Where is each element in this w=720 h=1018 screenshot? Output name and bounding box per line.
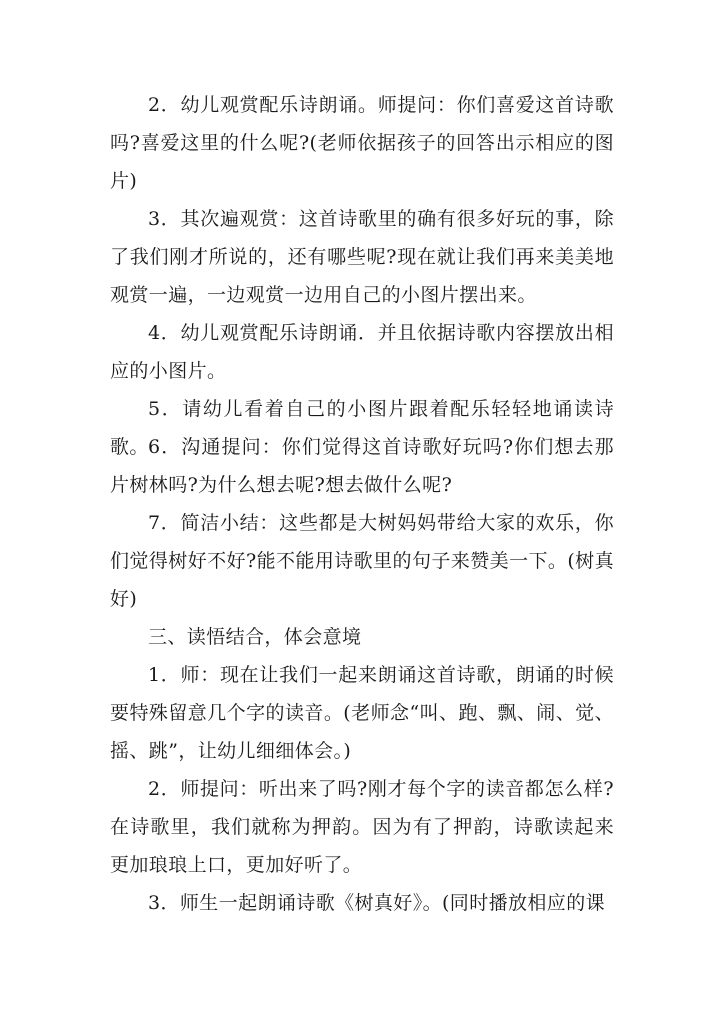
paragraph-section3-step-2: 2．师提问：听出来了吗?刚才每个字的读音都怎么样?在诗歌里，我们就称为押韵。因为有了押韵，诗歌读起来更加琅琅上口，更加好听了。 xyxy=(110,778,614,876)
paragraph-step-7: 7．简洁小结：这些都是大树妈妈带给大家的欢乐，你们觉得树好不好?能不能用诗歌里的句子来赞美一下。(树真好) xyxy=(110,512,614,610)
section-heading-three: 三、读悟结合，体会意境 xyxy=(148,626,362,648)
paragraph-section3-step-1: 1．师：现在让我们一起来朗诵这首诗歌，朗诵的时候要特殊留意几个字的读音。(老师念“叫、跑、飘、闹、觉、摇、跳”，让幼儿细细体会。) xyxy=(110,664,614,762)
paragraph-step-5: 5．请幼儿看着自己的小图片跟着配乐轻轻地诵读诗歌。 xyxy=(110,398,614,458)
paragraph-step-4: 4．幼儿观赏配乐诗朗诵．并且依据诗歌内容摆放出相应的小图片。 xyxy=(110,322,614,382)
paragraph-step-6: 6．沟通提问：你们觉得这首诗歌好玩吗?你们想去那片树林吗?为什么想去呢?想去做什么呢? xyxy=(110,436,614,496)
paragraph-step-3: 3．其次遍观赏：这首诗歌里的确有很多好玩的事，除了我们刚才所说的，还有哪些呢?现在就让我们再来美美地观赏一遍，一边观赏一边用自己的小图片摆出来。 xyxy=(110,208,614,306)
paragraph-section3-step-3: 3．师生一起朗诵诗歌《树真好》。(同时播放相应的课 xyxy=(148,892,606,914)
paragraph-step-2: 2．幼儿观赏配乐诗朗诵。师提问：你们喜爱这首诗歌吗?喜爱这里的什么呢?(老师依据孩子的回答出示相应的图片) xyxy=(110,94,614,192)
